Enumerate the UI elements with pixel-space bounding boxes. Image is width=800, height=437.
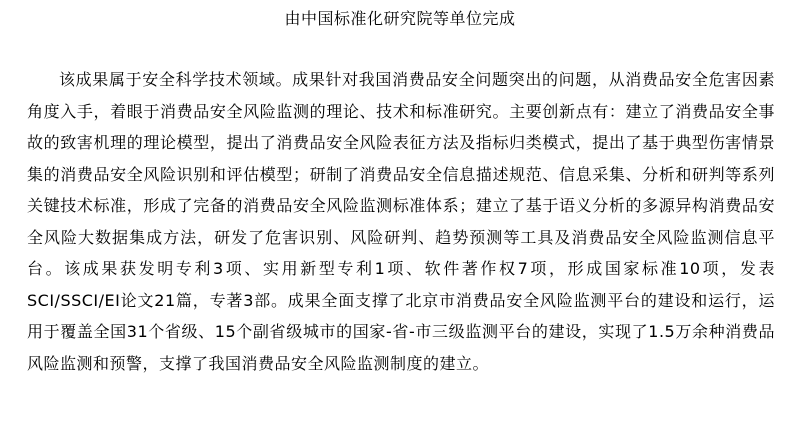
document-paragraph: 该成果属于安全科学技术领域。成果针对我国消费品安全问题突出的问题，从消费品安全危害因素角度入手，着眼于消费品安全风险监测的理论、技术和标准研究。主要创新点有：建立了消费品安全事故的致害机理的理论模型，提出了消费品安全风险表征方法及指标归类模式，提出了基于典型伤害情景集的消费品安全风险识别和评估模型；研制了消费品安全信息描述规范、信息采集、分析和研判等系列关键技术标准，形成了完备的消费品安全风险监测标准体系；建立了基于语义分析的多源异构消费品安全风险大数据集成方法，研发了危害识别、风险研判、趋势预测等工具及消费品安全风险监测信息平台。该成果获发明专利3项、实用新型专利1项、软件著作权7项，形成国家标准10项，发表SCI/SSCI/EI论文21篇，专著3部。成果全面支撑了北京市消费品安全风险监测平台的建设和运行，运用于覆盖全国31个省级、15个副省级城市的国家-省-市三级监测平台的建设，实现了1.5万余种消费品风险监测和预警，支撑了我国消费品安全风险监测制度的建立。 (27, 70, 775, 373)
document-title: 由中国标准化研究院等单位完成 (284, 9, 516, 28)
